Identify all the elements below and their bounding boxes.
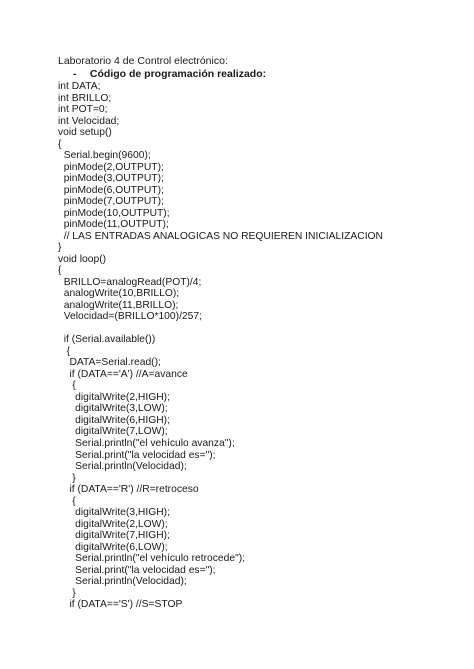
code-line: digitalWrite(6,LOW);: [58, 541, 168, 553]
code-line: if (DATA=='R') //R=retroceso: [58, 484, 199, 496]
code-line: int POT=0;: [58, 104, 108, 116]
code-line: Serial.println("el vehículo retrocede");: [58, 553, 246, 565]
code-line: {: [58, 345, 71, 357]
code-line: pinMode(3,OUTPUT);: [58, 173, 164, 185]
document-title: Laboratorio 4 de Control electrónico:: [58, 55, 228, 67]
code-line: digitalWrite(2,HIGH);: [58, 391, 170, 403]
code-line: if (DATA=='S') //S=STOP: [58, 599, 183, 611]
code-line: analogWrite(11,BRILLO);: [58, 299, 179, 311]
code-line: {: [58, 380, 76, 392]
code-line: Serial.begin(9600);: [58, 150, 151, 162]
code-line: digitalWrite(7,LOW);: [58, 426, 168, 438]
code-line: }: [58, 587, 76, 599]
code-line: digitalWrite(2,LOW);: [58, 518, 168, 530]
code-line: BRILLO=analogRead(POT)/4;: [58, 276, 202, 288]
section-bullet: -: [73, 68, 77, 80]
code-line: DATA=Serial.read();: [58, 357, 161, 369]
code-line: {: [58, 495, 76, 507]
code-line: {: [58, 265, 62, 277]
code-line: int BRILLO;: [58, 92, 112, 104]
code-line: pinMode(6,OUTPUT);: [58, 184, 164, 196]
code-line: {: [58, 138, 62, 150]
code-line: digitalWrite(3,LOW);: [58, 403, 168, 415]
code-line: if (Serial.available()): [58, 334, 156, 346]
code-line: Serial.print("la velocidad es=");: [58, 564, 216, 576]
code-line: Serial.println("el vehículo avanza");: [58, 437, 235, 449]
code-line: Serial.print("la velocidad es=");: [58, 449, 216, 461]
code-line: Serial.println(Velocidad);: [58, 461, 187, 473]
code-line: if (DATA=='A') //A=avance: [58, 368, 188, 380]
code-line: pinMode(7,OUTPUT);: [58, 196, 164, 208]
code-line: [58, 323, 383, 335]
code-line: // LAS ENTRADAS ANALOGICAS NO REQUIEREN INICIALIZACION: [58, 230, 383, 242]
code-line: digitalWrite(3,HIGH);: [58, 507, 170, 519]
code-line: Velocidad=(BRILLO*100)/257;: [58, 311, 202, 323]
section-heading: [73, 68, 266, 80]
code-line: Serial.println(Velocidad);: [58, 576, 187, 588]
code-line: pinMode(10,OUTPUT);: [58, 207, 170, 219]
code-line: pinMode(11,OUTPUT);: [58, 219, 169, 231]
code-line: digitalWrite(6,HIGH);: [58, 414, 170, 426]
code-line: void loop(): [58, 253, 107, 265]
code-line: pinMode(2,OUTPUT);: [58, 161, 164, 173]
code-line: analogWrite(10,BRILLO);: [58, 288, 180, 300]
code-listing: [58, 81, 383, 611]
code-line: int DATA;: [58, 81, 101, 92]
code-line: }: [58, 472, 76, 484]
code-line: }: [58, 242, 62, 254]
code-line: void setup(): [58, 127, 112, 139]
code-line: int Velocidad;: [58, 115, 120, 127]
section-label: Código de programación realizado:: [89, 68, 267, 80]
code-line: digitalWrite(7,HIGH);: [58, 530, 170, 542]
